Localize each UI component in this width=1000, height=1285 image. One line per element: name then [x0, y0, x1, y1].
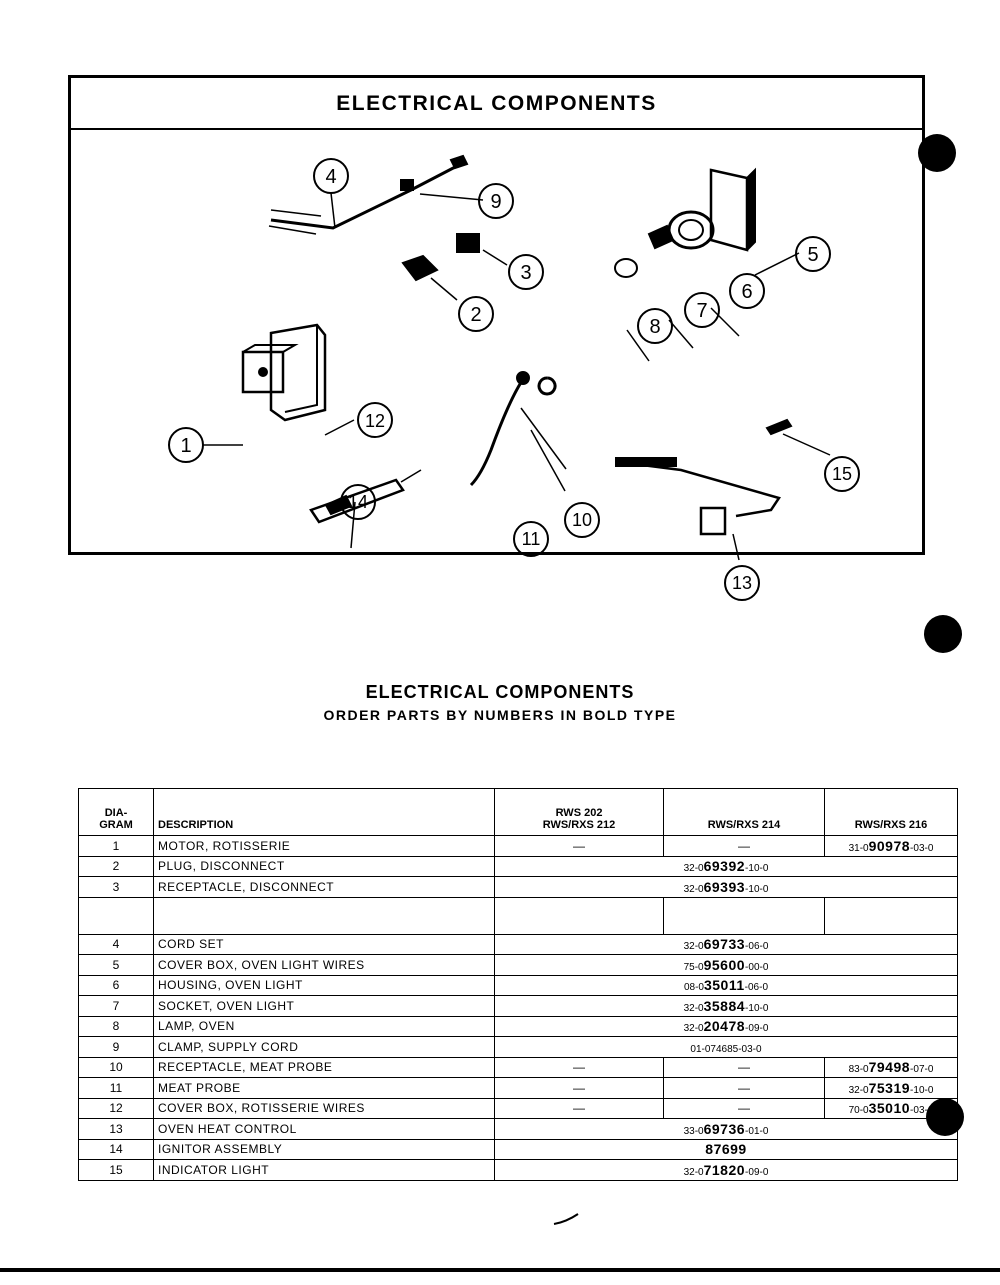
part-meat-probe: [471, 375, 526, 485]
svg-text:6: 6: [741, 281, 753, 303]
part-description: CLAMP, SUPPLY CORD: [154, 1037, 495, 1058]
part-number-pre: 83-0: [848, 1064, 869, 1076]
part-number-post: -06-0: [744, 982, 769, 994]
part-oven-lamp: [615, 259, 637, 277]
header-model-rws202-rxs212: RWS 202 RWS/RXS 212: [495, 789, 664, 836]
callout-6: [730, 274, 764, 308]
part-number-rxs214: —: [664, 1098, 825, 1119]
diagram-title: ELECTRICAL COMPONENTS: [71, 78, 922, 130]
diagram-number: 15: [79, 1160, 154, 1181]
part-number-post: -10-0: [745, 1002, 769, 1014]
part-description: RECEPTACLE, MEAT PROBE: [154, 1057, 495, 1078]
part-number-post: -06-0: [745, 941, 769, 953]
part-number-post: -10-0: [745, 883, 769, 895]
callout-11: [514, 522, 548, 556]
part-number-rws202-rxs212: —: [495, 1078, 664, 1099]
parts-list-title: ELECTRICAL COMPONENTS: [365, 682, 635, 702]
exploded-diagram-panel: [68, 75, 925, 593]
part-number-rws202-rxs212: —: [495, 836, 664, 857]
part-number-rws202-rxs212: —: [495, 1098, 664, 1119]
callout-1: [169, 428, 203, 462]
part-number-bold: 69393: [703, 878, 746, 895]
part-number-bold: 35884: [703, 997, 746, 1014]
diagram-number: 1: [79, 836, 154, 857]
svg-text:14: 14: [347, 492, 369, 512]
part-number-rxs216: [825, 1057, 958, 1078]
part-number-bold: 90978: [868, 837, 911, 854]
part-number-pre: 32-0: [683, 1166, 704, 1178]
callout-9: [479, 184, 513, 218]
part-number-bold: 35011: [703, 977, 745, 994]
part-number-post: -01-0: [745, 1125, 769, 1137]
spacer-cell: [154, 897, 495, 934]
part-description: MOTOR, ROTISSERIE: [154, 836, 495, 857]
part-description: IGNITOR ASSEMBLY: [154, 1139, 495, 1160]
part-number-all-models: [495, 1016, 958, 1037]
part-number-bold: 79498: [868, 1059, 911, 1076]
header-diagram-number: DIA- GRAM: [79, 789, 154, 836]
diagram-number: 7: [79, 996, 154, 1017]
svg-text:3: 3: [520, 262, 532, 284]
callout-10: [565, 503, 599, 537]
part-description: COVER BOX, OVEN LIGHT WIRES: [154, 955, 495, 976]
spacer-cell: [825, 897, 958, 934]
part-number-post: -09-0: [745, 1023, 769, 1035]
parts-list-subtitle: ORDER PARTS BY NUMBERS IN BOLD TYPE: [323, 707, 677, 723]
diagram-number: 12: [79, 1098, 154, 1119]
svg-text:11: 11: [521, 529, 541, 549]
table-row: [79, 1016, 958, 1037]
table-row: [79, 934, 958, 955]
diagram-number: 4: [79, 934, 154, 955]
part-oven-light-cover-box: [711, 170, 755, 250]
pen-mark: [552, 1212, 582, 1228]
part-number-pre: 32-0: [683, 883, 704, 895]
svg-text:10: 10: [571, 510, 593, 530]
part-rotisserie-wire-cover-box: [271, 325, 325, 420]
diagram-number: 13: [79, 1119, 154, 1140]
part-number-all-models: [495, 877, 958, 898]
diagram-number: 3: [79, 877, 154, 898]
svg-text:12: 12: [364, 411, 386, 431]
part-number-all-models: [495, 1139, 958, 1160]
part-description: PLUG, DISCONNECT: [154, 856, 495, 877]
part-number-rxs214: —: [664, 836, 825, 857]
svg-text:13: 13: [731, 573, 753, 593]
table-row: [79, 1119, 958, 1140]
diagram-number: 11: [79, 1078, 154, 1099]
part-number-bold: 20478: [703, 1018, 746, 1035]
header-description: DESCRIPTION: [154, 789, 495, 836]
part-number-post: -03-0: [910, 1105, 934, 1117]
exploded-diagram-illustration: [71, 130, 922, 593]
spacer-cell: [495, 897, 664, 934]
part-number-all-models: [495, 1160, 958, 1181]
part-number-bold: 71820: [703, 1161, 746, 1178]
part-oven-light-housing: [669, 212, 713, 248]
table-row: [79, 975, 958, 996]
table-row: [79, 1037, 958, 1058]
svg-text:4: 4: [325, 166, 337, 188]
part-number-pre: 01-074685-03-0: [690, 1043, 762, 1055]
part-number-rxs216: [825, 836, 958, 857]
spacer-cell: [664, 897, 825, 934]
part-number-all-models: [495, 1119, 958, 1140]
part-number-post: -10-0: [745, 863, 769, 875]
part-number-rxs214: —: [664, 1057, 825, 1078]
diagram-number: 9: [79, 1037, 154, 1058]
callout-8: [638, 309, 672, 343]
part-number-all-models: [495, 996, 958, 1017]
part-meat-probe-receptacle: [539, 378, 555, 394]
diagram-number: 6: [79, 975, 154, 996]
part-oven-light-socket: [649, 226, 673, 248]
parts-table-header: [79, 789, 958, 836]
part-number-rxs216: [825, 1098, 958, 1119]
diagram-number: 5: [79, 955, 154, 976]
part-number-pre: 32-0: [683, 1002, 704, 1014]
callout-13: [725, 566, 759, 600]
part-number-pre: 32-0: [683, 863, 704, 875]
part-number-rws202-rxs212: —: [495, 1057, 664, 1078]
svg-text:7: 7: [696, 300, 708, 322]
part-number-bold: 87699: [705, 1141, 747, 1158]
part-number-all-models: [495, 1037, 958, 1058]
header-model-rxs216: RWS/RXS 216: [825, 789, 958, 836]
part-number-all-models: [495, 934, 958, 955]
table-row: [79, 1139, 958, 1160]
part-number-bold: 69733: [703, 936, 746, 953]
part-oven-heat-control: [616, 458, 779, 534]
part-number-pre: 08-0: [683, 982, 704, 994]
callout-12: [358, 403, 392, 437]
part-number-bold: 75319: [868, 1079, 911, 1096]
part-receptacle-disconnect: [457, 234, 479, 252]
part-indicator-light: [767, 420, 791, 434]
part-number-pre: 32-0: [683, 1023, 704, 1035]
diagram-number: 10: [79, 1057, 154, 1078]
table-row: [79, 856, 958, 877]
table-row: [79, 1160, 958, 1181]
table-row: [79, 1098, 958, 1119]
callout-2: [459, 297, 493, 331]
scan-edge-line: [0, 1268, 1000, 1272]
part-number-bold: 69392: [703, 858, 746, 875]
part-description: INDICATOR LIGHT: [154, 1160, 495, 1181]
part-description: COVER BOX, ROTISSERIE WIRES: [154, 1098, 495, 1119]
callout-3: [509, 255, 543, 289]
part-plug-disconnect: [403, 256, 437, 280]
callout-5: [796, 237, 830, 271]
binder-hole-middle: [924, 615, 962, 653]
svg-text:1: 1: [180, 435, 192, 457]
part-number-post: -00-0: [745, 961, 769, 973]
svg-text:8: 8: [649, 316, 661, 338]
part-number-post: -07-0: [910, 1064, 934, 1076]
part-description: MEAT PROBE: [154, 1078, 495, 1099]
part-number-post: -03-0: [910, 842, 934, 854]
table-row: [79, 996, 958, 1017]
part-description: RECEPTACLE, DISCONNECT: [154, 877, 495, 898]
part-description: OVEN HEAT CONTROL: [154, 1119, 495, 1140]
part-description: CORD SET: [154, 934, 495, 955]
part-number-pre: 75-0: [683, 961, 704, 973]
part-number-pre: 32-0: [683, 941, 704, 953]
svg-text:9: 9: [490, 191, 502, 213]
header-model-rxs214: RWS/RXS 214: [664, 789, 825, 836]
table-row: [79, 836, 958, 857]
spacer-cell: [79, 897, 154, 934]
part-number-post: -09-0: [745, 1166, 769, 1178]
part-number-all-models: [495, 975, 958, 996]
part-number-pre: 32-0: [848, 1084, 869, 1096]
table-row: [79, 1057, 958, 1078]
callout-4: [314, 159, 348, 193]
part-number-post: -10-0: [910, 1084, 934, 1096]
parts-table: [78, 788, 958, 1181]
part-number-pre: 70-0: [848, 1105, 869, 1117]
part-rotisserie-motor: [243, 345, 295, 392]
svg-text:2: 2: [470, 304, 482, 326]
table-spacer-row: [79, 897, 958, 934]
part-number-pre: 33-0: [683, 1125, 704, 1137]
diagram-number: 14: [79, 1139, 154, 1160]
parts-table-body: [79, 836, 958, 1181]
part-description: SOCKET, OVEN LIGHT: [154, 996, 495, 1017]
part-description: HOUSING, OVEN LIGHT: [154, 975, 495, 996]
part-number-all-models: [495, 856, 958, 877]
part-number-bold: 35010: [868, 1100, 911, 1117]
part-number-bold: 69736: [703, 1120, 746, 1137]
table-row: [79, 955, 958, 976]
callout-15: [825, 457, 859, 491]
part-number-pre: 31-0: [848, 842, 869, 854]
part-number-rxs214: —: [664, 1078, 825, 1099]
svg-text:5: 5: [807, 244, 819, 266]
diagram-number: 8: [79, 1016, 154, 1037]
diagram-number: 2: [79, 856, 154, 877]
part-number-bold: 95600: [703, 956, 746, 973]
table-row: [79, 877, 958, 898]
part-number-all-models: [495, 955, 958, 976]
part-description: LAMP, OVEN: [154, 1016, 495, 1037]
table-row: [79, 1078, 958, 1099]
part-number-rxs216: [825, 1078, 958, 1099]
svg-text:15: 15: [831, 464, 853, 484]
